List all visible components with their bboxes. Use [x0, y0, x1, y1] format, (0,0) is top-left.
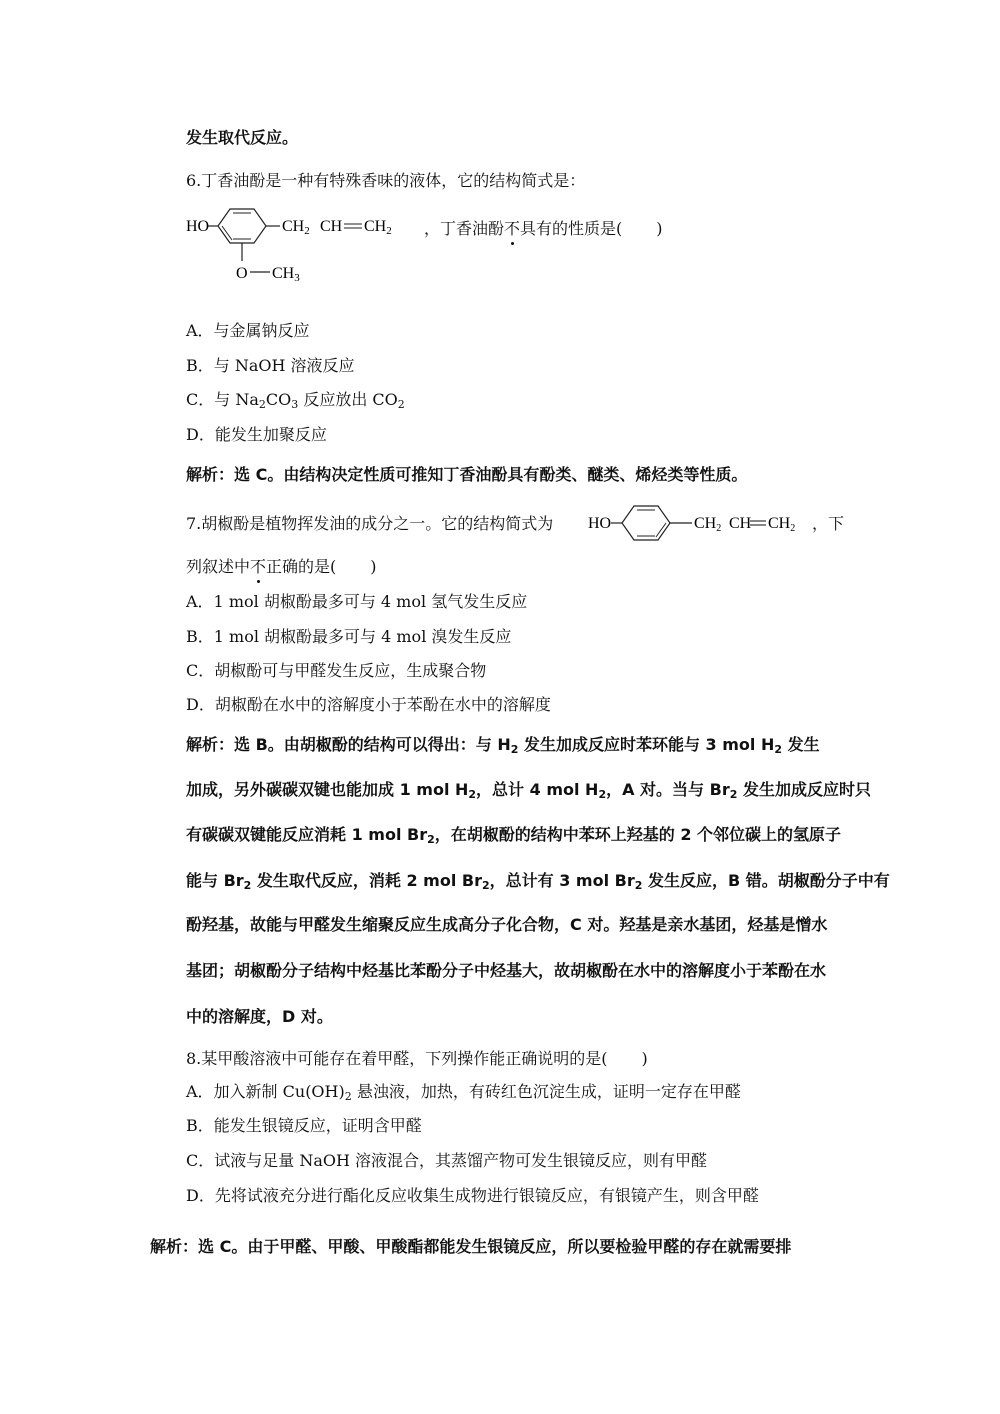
- q7-analysis-line5: 酚羟基，故能与甲醛发生缩聚反应生成高分子化合物，C 对。羟基是亲水基团，烃基是憎水: [186, 915, 828, 934]
- q7-option-c: C．胡椒酚可与甲醛发生反应，生成聚合物: [186, 661, 487, 680]
- q7-a1-text: 解析：选 B。由胡椒酚的结构可以得出：与 H: [186, 735, 511, 754]
- q6-struct-ch2-a: CH2: [282, 218, 310, 237]
- q7-analysis-line1: [186, 734, 820, 756]
- q6-question: [424, 218, 663, 240]
- q6-option-c-text-c: 反应放出 CO: [298, 390, 398, 409]
- q7-a3-sub: 2: [427, 833, 435, 846]
- q7-option-b: B．1 mol 胡椒酚最多可与 4 mol 溴发生反应: [186, 627, 512, 646]
- q6-question-a: ，丁香油酚: [424, 219, 505, 238]
- q7-a2-text-d: 发生加成反应时只: [737, 780, 871, 799]
- q7-analysis-line7: 中的溶解度，D 对。: [186, 1007, 333, 1026]
- q7-stem-d: 正确的是(: [266, 557, 337, 576]
- q7-a4-text-d: 发生反应，B 错。胡椒酚分子中有: [642, 871, 890, 890]
- q7-stem-b: ，下: [812, 514, 845, 533]
- q6-question-c: ): [656, 219, 663, 238]
- q7-analysis-line3: [186, 824, 841, 846]
- q7-struct-ho: HO: [588, 515, 612, 532]
- q7-a2-text-b: ，总计 4 mol H: [476, 780, 599, 799]
- q6-struct-o: O: [236, 265, 248, 282]
- q6-analysis: 解析：选 C。由结构决定性质可推知丁香油酚具有酚类、醚类、烯烃类等性质。: [186, 465, 748, 484]
- q7-struct-ch2-b: CH2: [768, 515, 796, 534]
- q7-emphasis-not: 不: [250, 557, 267, 576]
- q7-a1-sub2: 2: [774, 743, 783, 756]
- q6-struct-ch2-b: CH2: [364, 218, 392, 237]
- q8-analysis: 解析：选 C。由于甲醛、甲酸、甲酸酯都能发生银镜反应，所以要检验甲醛的存在就需要排: [150, 1237, 792, 1256]
- q6-question-b: 具有的性质是(: [520, 219, 623, 238]
- q6-struct-ch: CH: [320, 218, 343, 235]
- q7-option-a: A．1 mol 胡椒酚最多可与 4 mol 氢气发生反应: [186, 592, 528, 611]
- q7-a1-sub: 2: [510, 743, 519, 756]
- q7-a3-text: 有碳碳双键能反应消耗 1 mol Br: [186, 825, 428, 844]
- q6-option-b: B．与 NaOH 溶液反应: [186, 356, 355, 375]
- q7-a4-text: 能与 Br: [186, 871, 244, 890]
- q7-a2-text: 加成，另外碳碳双键也能加成 1 mol H: [186, 780, 469, 799]
- q7-a4-sub3: 2: [634, 879, 643, 892]
- q6-emphasis-not: 不: [504, 219, 521, 238]
- q7-a1-text-b: 发生加成反应时苯环能与 3 mol H: [518, 735, 775, 754]
- q8-option-d: D．先将试液充分进行酯化反应收集生成物进行银镜反应，有银镜产生，则含甲醛: [186, 1186, 759, 1205]
- q6-option-a: A．与金属钠反应: [186, 321, 310, 340]
- q7-a1-text-c: 发生: [782, 735, 820, 754]
- q6-option-c-text-a: C．与 Na: [186, 390, 259, 409]
- q8-stem-b: ): [641, 1049, 648, 1068]
- q6-option-c-sub1: 2: [258, 398, 266, 411]
- q7-stem-a: 7.胡椒酚是植物挥发油的成分之一。它的结构简式为: [186, 514, 554, 533]
- q7-stem-line2: [186, 556, 377, 578]
- q7-a4-sub: 2: [243, 879, 252, 892]
- q8-option-a-sub: 2: [344, 1090, 352, 1103]
- q7-a2-sub: 2: [468, 788, 477, 801]
- q7-stem-c: 列叙述中: [186, 557, 251, 576]
- q7-analysis-line2: [186, 779, 871, 801]
- q8-option-c: C．试液与足量 NaOH 溶液混合，其蒸馏产物可发生银镜反应，则有甲醛: [186, 1151, 708, 1170]
- q6-eugenol-structure: [180, 198, 450, 288]
- q8-option-a-text-b: 悬浊液，加热，有砖红色沉淀生成，证明一定存在甲醛: [351, 1082, 741, 1101]
- q7-a2-sub3: 2: [729, 788, 738, 801]
- q7-option-d: D．胡椒酚在水中的溶解度小于苯酚在水中的溶解度: [186, 695, 551, 714]
- q6-stem: 6.丁香油酚是一种有特殊香味的液体，它的结构简式是：: [186, 171, 586, 190]
- q7-a2-text-c: ，A 对。当与 Br: [606, 780, 730, 799]
- q8-option-a: [186, 1081, 741, 1103]
- q6-struct-ho: HO: [186, 218, 210, 235]
- q6-option-d: D．能发生加聚反应: [186, 425, 327, 444]
- q7-analysis-line6: 基团；胡椒酚分子结构中烃基比苯酚分子中烃基大，故胡椒酚在水中的溶解度小于苯酚在水: [186, 961, 827, 980]
- q6-option-c-text-b: CO: [265, 390, 292, 409]
- q7-analysis-line4: [186, 870, 890, 892]
- q6-option-c-sub3: 2: [397, 398, 405, 411]
- q7-a2-sub2: 2: [598, 788, 607, 801]
- q7-chavicol-structure: [586, 500, 808, 546]
- q8-option-a-text: A．加入新制 Cu(OH): [186, 1082, 345, 1101]
- q7-struct-ch2-a: CH2: [694, 515, 722, 534]
- q7-a4-text-c: ，总计有 3 mol Br: [489, 871, 635, 890]
- q7-a4-sub2: 2: [481, 879, 490, 892]
- q8-stem: [186, 1048, 648, 1070]
- q8-stem-a: 8.某甲酸溶液中可能存在着甲醛，下列操作能正确说明的是(: [186, 1049, 608, 1068]
- q7-struct-ch: CH: [729, 515, 752, 532]
- q6-struct-ch3: CH3: [272, 265, 300, 284]
- q8-option-b: B．能发生银镜反应，证明含甲醛: [186, 1116, 422, 1135]
- q6-option-c-sub2: 3: [291, 398, 299, 411]
- q5-tail: 发生取代反应。: [186, 128, 299, 147]
- q7-a3-text-b: ，在胡椒酚的结构中苯环上羟基的 2 个邻位碳上的氢原子: [434, 825, 842, 844]
- q6-option-c: [186, 389, 405, 411]
- q7-a4-text-b: 发生取代反应，消耗 2 mol Br: [251, 871, 482, 890]
- q7-stem-e: ): [370, 557, 377, 576]
